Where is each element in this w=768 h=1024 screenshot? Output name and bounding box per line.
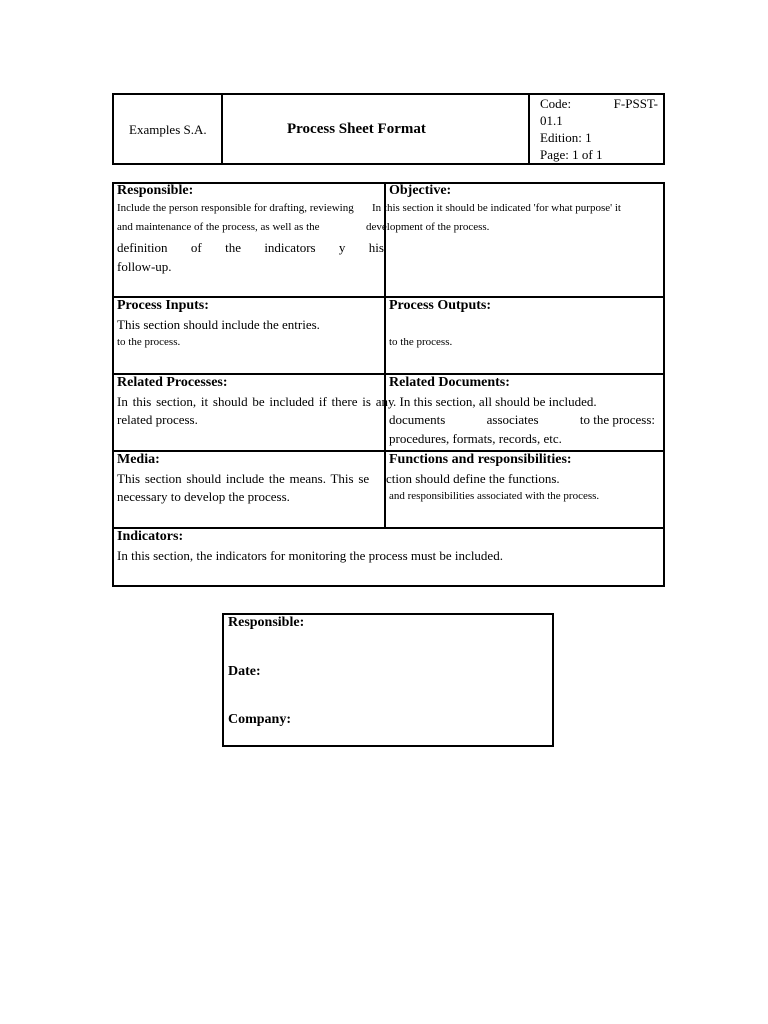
signoff-date-label: Date:	[228, 664, 261, 679]
word: the	[225, 240, 241, 255]
related-processes-text-line-2: related process.	[117, 412, 198, 427]
header-divider-2	[528, 93, 530, 165]
header-divider-1	[221, 93, 223, 165]
related-documents-heading: Related Documents:	[389, 375, 510, 390]
word: his	[368, 240, 384, 255]
page-number: Page: 1 of 1	[540, 147, 603, 162]
word: documents	[389, 412, 446, 427]
code-value-continued: 01.1	[540, 113, 563, 128]
word: definition	[117, 240, 168, 255]
related-documents-text-line-1: . In this section, all should be included.	[393, 394, 597, 409]
process-outputs-text-line-2: to the process.	[389, 336, 453, 348]
word: associates	[486, 412, 539, 427]
code-row	[540, 96, 658, 112]
responsible-text-line-1: Include the person responsible for drafting, reviewing	[117, 202, 354, 214]
company-name: Examples S.A.	[129, 122, 207, 137]
responsible-text-line-3	[117, 241, 384, 254]
related-processes-text-line-1: In this section, it should be included if there is any	[117, 394, 395, 409]
document-title: Process Sheet Format	[287, 121, 426, 137]
media-text-line-1: This section should include the means. This se	[117, 471, 370, 486]
objective-heading: Objective:	[389, 183, 452, 198]
word: to the process:	[579, 412, 655, 427]
responsible-heading: Responsible:	[117, 183, 194, 198]
process-inputs-text-line-1: This section should include the entries.	[117, 317, 320, 332]
process-inputs-text-line-2: to the process.	[117, 336, 181, 348]
media-text-line-2: necessary to develop the process.	[117, 489, 290, 504]
edition: Edition: 1	[540, 130, 592, 145]
word: indicators	[264, 240, 316, 255]
responsible-text-line-2: and maintenance of the process, as well as the	[117, 221, 320, 233]
related-documents-text-line-3: procedures, formats, records, etc.	[389, 431, 562, 446]
code-label: Code:	[540, 96, 572, 111]
word: y	[338, 240, 346, 255]
word: of	[190, 240, 202, 255]
functions-text-line-2: and responsibilities associated with the process.	[389, 490, 600, 502]
indicators-text-line-1: In this section, the indicators for monitoring the process must be included.	[117, 548, 503, 563]
media-heading: Media:	[117, 452, 160, 467]
process-inputs-heading: Process Inputs:	[117, 298, 209, 313]
functions-text-line-1: ction should define the functions.	[386, 471, 560, 486]
functions-heading: Functions and responsibilities:	[389, 452, 572, 467]
objective-text-line-1: In this section it should be indicated 'for what purpose' it	[372, 202, 621, 214]
related-processes-heading: Related Processes:	[117, 375, 228, 390]
signoff-company-label: Company:	[228, 712, 292, 727]
row-divider-4	[112, 527, 665, 529]
indicators-heading: Indicators:	[117, 529, 184, 544]
related-documents-text-line-2	[389, 413, 655, 426]
code-value: F-PSST-	[613, 96, 658, 111]
signoff-responsible-label: Responsible:	[228, 615, 305, 630]
process-outputs-heading: Process Outputs:	[389, 298, 492, 313]
objective-text-line-2: development of the process.	[366, 221, 490, 233]
responsible-text-line-4: follow-up.	[117, 259, 172, 274]
